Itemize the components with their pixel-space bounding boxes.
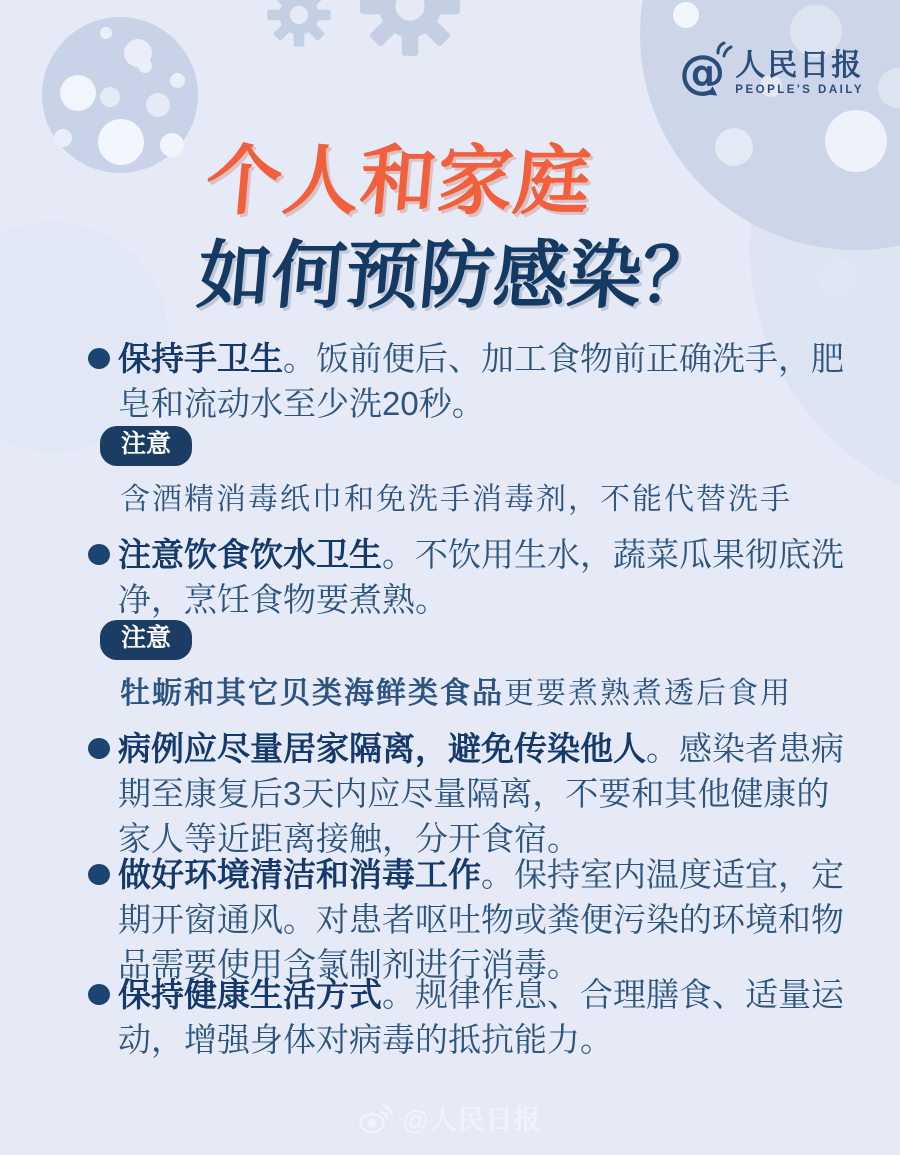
tip-lead: 保持手卫生: [118, 340, 283, 377]
title-line-1: 个人和家庭: [202, 139, 595, 224]
note-rest: 更要煮熟煮透后食用: [504, 676, 792, 711]
tip-lead: 注意饮食饮水卫生: [118, 536, 382, 573]
tip-rest: 。不饮用生水，蔬菜瓜果彻底洗净，烹饪食物要煮熟。: [118, 536, 844, 618]
note-badge: 注意: [100, 426, 192, 466]
cell-hole: [54, 129, 72, 147]
bullet-dot-icon: [88, 738, 110, 759]
tip-rest: 。饭前便后、加工食物前正确洗手，肥皂和流动水至少洗20秒。: [118, 340, 844, 422]
note-block: [100, 620, 850, 714]
tip-item: [88, 532, 850, 622]
note-lead: 牡蛎和其它贝类海鲜类食品: [120, 676, 504, 711]
logo-name-en: PEOPLE'S DAILY: [735, 84, 864, 96]
tip-item: [88, 972, 850, 1062]
at-symbol: @: [679, 45, 726, 99]
note-text: [120, 674, 850, 714]
cell-hole: [878, 68, 900, 108]
logo-name-cn: 人民日报: [735, 49, 864, 82]
note-text: [120, 480, 850, 520]
note-block: [100, 426, 850, 520]
tip-rest: 。感染者患病期至康复后3天内应尽量隔离，不要和其他健康的家人等近距离接触，分开食宿。: [118, 730, 844, 857]
note-badge: 注意: [100, 620, 192, 660]
footer-watermark: [0, 1098, 900, 1137]
tip-lead: 保持健康生活方式: [118, 976, 382, 1013]
bullet-dot-icon: [88, 348, 110, 369]
title-line-2: 如何预防感染？: [194, 234, 720, 317]
bullet-dot-icon: [88, 984, 110, 1005]
weibo-icon: [358, 1102, 394, 1134]
tip-item: [88, 852, 850, 987]
tip-rest: 。规律作息、合理膳食、适量运动，增强身体对病毒的抵抗能力。: [118, 976, 844, 1058]
footer-handle: @人民日报: [402, 1105, 542, 1135]
note-rest: 含酒精消毒纸巾和免洗手消毒剂，不能代替洗手: [120, 482, 792, 517]
tip-item: [88, 726, 850, 861]
tip-lead: 做好环境清洁和消毒工作: [118, 856, 481, 893]
tips-list: [88, 0, 850, 1155]
tip-item: [88, 336, 850, 426]
tip-rest: 。保持室内温度适宜，定期开窗通风。对患者呕吐物或粪便污染的环境和物品需要使用含氯制剂进行消毒。: [118, 856, 844, 983]
tip-lead: 病例应尽量居家隔离，避免传染他人: [118, 730, 646, 767]
bullet-dot-icon: [88, 864, 110, 885]
bullet-dot-icon: [88, 544, 110, 565]
